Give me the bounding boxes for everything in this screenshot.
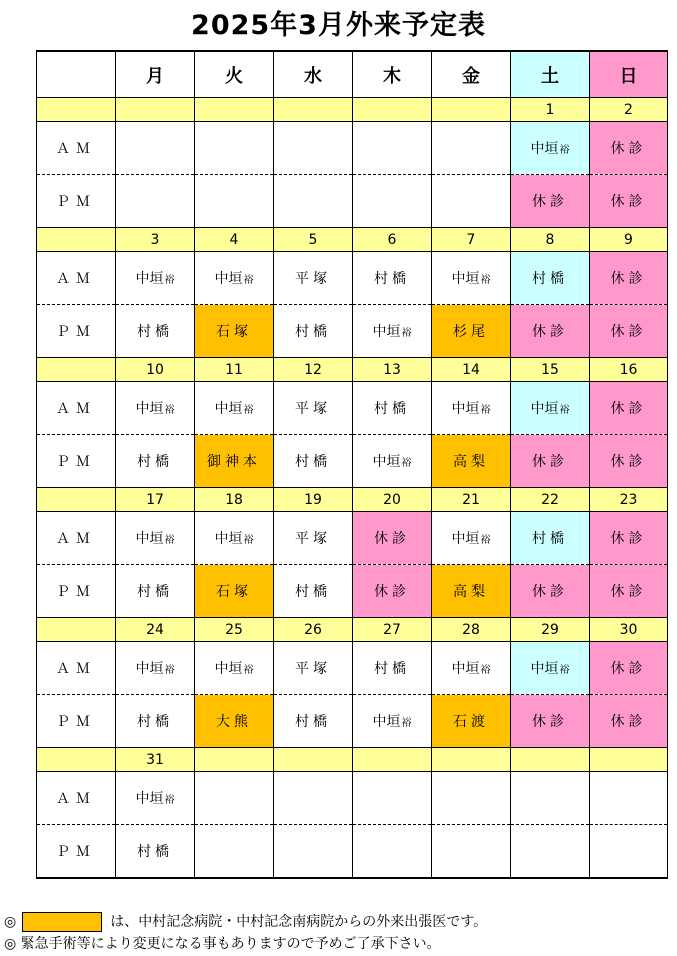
schedule-cell-am-fri: [432, 382, 511, 435]
am-row: [37, 772, 668, 825]
closed-label: 休診: [610, 324, 647, 340]
date-cell-fri: 14: [432, 358, 511, 382]
date-cell-sun: 16: [590, 358, 668, 382]
doctor-name: 村橋: [295, 454, 331, 470]
doctor-name: 石塚: [216, 584, 252, 600]
doctor-name: 石塚: [216, 324, 252, 340]
doctor-name: 中垣裕: [214, 531, 254, 547]
doctor-name: 平塚: [295, 531, 331, 547]
schedule-cell-pm-sat: [511, 565, 590, 618]
note-mark: ◎: [4, 936, 17, 952]
am-row: [37, 252, 668, 305]
date-cell-sat: 29: [511, 618, 590, 642]
date-cell-fri: 28: [432, 618, 511, 642]
doctor-name: 中垣裕: [135, 401, 175, 417]
schedule-cell-pm-wed: [274, 175, 353, 228]
date-cell-wed: 12: [274, 358, 353, 382]
date-row: [37, 748, 668, 772]
schedule-cell-pm-sat: [511, 305, 590, 358]
schedule-cell-am-tue: [195, 642, 274, 695]
date-cell-sun: 30: [590, 618, 668, 642]
schedule-table: [36, 50, 668, 879]
closed-label: 休診: [532, 714, 568, 730]
date-cell-tue: 4: [195, 228, 274, 252]
weekday-sat: 土: [511, 51, 590, 98]
closed-label: 休診: [532, 194, 568, 210]
schedule-cell-pm-sun: [590, 565, 668, 618]
am-row: [37, 642, 668, 695]
pm-row: [37, 565, 668, 618]
date-row-label: [37, 228, 116, 252]
schedule-cell-am-fri: [432, 512, 511, 565]
schedule-cell-am-thu: [353, 122, 432, 175]
date-cell-fri: [432, 98, 511, 122]
schedule-cell-pm-thu: [353, 565, 432, 618]
schedule-cell-am-thu: [353, 512, 432, 565]
pm-label: ＰＭ: [37, 695, 116, 748]
doctor-name: 平塚: [295, 401, 331, 417]
schedule-cell-am-tue: [195, 512, 274, 565]
schedule-cell-am-sat: [511, 122, 590, 175]
doctor-name: 村橋: [137, 714, 173, 730]
closed-label: 休診: [610, 661, 647, 677]
date-cell-mon: 24: [116, 618, 195, 642]
date-row-label: [37, 98, 116, 122]
schedule-cell-am-sat: [511, 772, 590, 825]
schedule-cell-am-wed: [274, 252, 353, 305]
date-cell-sun: 9: [590, 228, 668, 252]
closed-label: 休診: [610, 141, 647, 157]
schedule-cell-pm-sat: [511, 175, 590, 228]
schedule-cell-am-wed: [274, 642, 353, 695]
schedule-cell-pm-mon: [116, 565, 195, 618]
schedule-cell-pm-sun: [590, 435, 668, 488]
schedule-cell-pm-thu: [353, 695, 432, 748]
schedule-cell-pm-fri: [432, 565, 511, 618]
schedule-cell-am-tue: [195, 772, 274, 825]
doctor-name: 高梨: [453, 584, 489, 600]
schedule-cell-am-fri: [432, 772, 511, 825]
visiting-doctor-swatch: [22, 912, 102, 932]
am-row: [37, 122, 668, 175]
schedule-cell-am-fri: [432, 252, 511, 305]
date-cell-sun: [590, 748, 668, 772]
am-row: [37, 512, 668, 565]
date-row-label: [37, 748, 116, 772]
schedule-cell-pm-wed: [274, 305, 353, 358]
schedule-cell-am-sun: [590, 512, 668, 565]
doctor-name: 村橋: [295, 584, 331, 600]
schedule-cell-pm-mon: [116, 825, 195, 879]
doctor-name: 中垣裕: [530, 661, 570, 677]
doctor-name: 高梨: [453, 454, 489, 470]
schedule-cell-am-tue: [195, 122, 274, 175]
schedule-cell-pm-mon: [116, 175, 195, 228]
pm-row: [37, 435, 668, 488]
doctor-name: 村橋: [295, 324, 331, 340]
schedule-cell-pm-thu: [353, 175, 432, 228]
date-row-label: [37, 488, 116, 512]
schedule-cell-am-wed: [274, 512, 353, 565]
schedule-cell-am-sat: [511, 642, 590, 695]
date-cell-mon: 17: [116, 488, 195, 512]
closed-label: 休診: [610, 531, 647, 547]
date-cell-sun: 23: [590, 488, 668, 512]
note-change-text: 緊急手術等により変更になる事もありますので予めご了承下さい。: [20, 936, 441, 952]
page-title: 2025年3月外来予定表: [191, 10, 486, 41]
schedule-cell-pm-wed: [274, 825, 353, 879]
am-label: ＡＭ: [37, 252, 116, 305]
schedule-cell-pm-sat: [511, 695, 590, 748]
schedule-cell-pm-sun: [590, 175, 668, 228]
schedule-cell-am-tue: [195, 252, 274, 305]
doctor-name: 石渡: [453, 714, 489, 730]
date-cell-mon: 3: [116, 228, 195, 252]
doctor-name: 中垣裕: [372, 324, 412, 340]
schedule-cell-am-fri: [432, 122, 511, 175]
schedule-cell-am-fri: [432, 642, 511, 695]
date-cell-wed: 26: [274, 618, 353, 642]
schedule-cell-pm-fri: [432, 825, 511, 879]
weekday-fri: 金: [432, 51, 511, 98]
schedule-cell-pm-sun: [590, 825, 668, 879]
doctor-name: 村橋: [374, 401, 410, 417]
am-label: ＡＭ: [37, 512, 116, 565]
schedule-cell-pm-thu: [353, 305, 432, 358]
weekday-mon: 月: [116, 51, 195, 98]
schedule-cell-am-sun: [590, 382, 668, 435]
date-cell-mon: 10: [116, 358, 195, 382]
closed-label: 休診: [610, 271, 647, 287]
doctor-name: 村橋: [374, 661, 410, 677]
doctor-name: 中垣裕: [530, 141, 570, 157]
note-schedule-change: [4, 934, 441, 954]
schedule-cell-pm-mon: [116, 305, 195, 358]
schedule-cell-am-mon: [116, 122, 195, 175]
doctor-name: 中垣裕: [451, 401, 491, 417]
date-row: [37, 228, 668, 252]
am-row: [37, 382, 668, 435]
date-cell-wed: [274, 748, 353, 772]
closed-label: 休診: [374, 584, 410, 600]
closed-label: 休診: [532, 584, 568, 600]
corner-cell: [37, 51, 116, 98]
pm-label: ＰＭ: [37, 305, 116, 358]
weekday-header-row: [37, 51, 668, 98]
closed-label: 休診: [610, 454, 647, 470]
schedule-cell-am-mon: [116, 252, 195, 305]
pm-label: ＰＭ: [37, 175, 116, 228]
weekday-wed: 水: [274, 51, 353, 98]
schedule-cell-pm-tue: [195, 175, 274, 228]
schedule-cell-am-sat: [511, 512, 590, 565]
weekday-thu: 木: [353, 51, 432, 98]
doctor-name: 村橋: [295, 714, 331, 730]
schedule-cell-am-mon: [116, 382, 195, 435]
doctor-name: 中垣裕: [214, 661, 254, 677]
date-cell-tue: 25: [195, 618, 274, 642]
doctor-name: 中垣裕: [135, 791, 175, 807]
closed-label: 休診: [532, 454, 568, 470]
schedule-cell-am-wed: [274, 772, 353, 825]
date-cell-tue: [195, 748, 274, 772]
date-cell-fri: 21: [432, 488, 511, 512]
doctor-name: 中垣裕: [451, 531, 491, 547]
doctor-name: 中垣裕: [135, 531, 175, 547]
weekday-sun: 日: [590, 51, 668, 98]
schedule-cell-pm-wed: [274, 695, 353, 748]
schedule-cell-pm-fri: [432, 435, 511, 488]
date-row: [37, 618, 668, 642]
date-cell-sat: 1: [511, 98, 590, 122]
closed-label: 休診: [610, 584, 647, 600]
doctor-name: 村橋: [374, 271, 410, 287]
schedule-cell-pm-thu: [353, 825, 432, 879]
doctor-name: 杉尾: [453, 324, 489, 340]
doctor-name: 中垣裕: [135, 661, 175, 677]
doctor-name: 中垣裕: [372, 714, 412, 730]
am-label: ＡＭ: [37, 382, 116, 435]
schedule-cell-pm-wed: [274, 565, 353, 618]
schedule-cell-am-thu: [353, 382, 432, 435]
date-cell-tue: 18: [195, 488, 274, 512]
doctor-name: 村橋: [137, 584, 173, 600]
date-cell-wed: 5: [274, 228, 353, 252]
pm-row: [37, 305, 668, 358]
doctor-name: 中垣裕: [214, 271, 254, 287]
schedule-cell-pm-fri: [432, 305, 511, 358]
date-cell-thu: 6: [353, 228, 432, 252]
date-cell-tue: [195, 98, 274, 122]
schedule-cell-pm-tue: [195, 305, 274, 358]
pm-label: ＰＭ: [37, 825, 116, 879]
date-cell-wed: [274, 98, 353, 122]
date-cell-mon: [116, 98, 195, 122]
schedule-cell-pm-tue: [195, 435, 274, 488]
date-cell-thu: 13: [353, 358, 432, 382]
date-row: [37, 488, 668, 512]
pm-row: [37, 695, 668, 748]
date-row-label: [37, 358, 116, 382]
schedule-cell-pm-fri: [432, 175, 511, 228]
date-cell-thu: 27: [353, 618, 432, 642]
doctor-name: 中垣裕: [214, 401, 254, 417]
date-cell-thu: [353, 748, 432, 772]
closed-label: 休診: [610, 401, 647, 417]
doctor-name: 平塚: [295, 661, 331, 677]
note-mark: ◎: [4, 914, 17, 930]
date-cell-thu: [353, 98, 432, 122]
am-label: ＡＭ: [37, 642, 116, 695]
pm-row: [37, 175, 668, 228]
doctor-name: 中垣裕: [451, 271, 491, 287]
schedule-cell-pm-sat: [511, 435, 590, 488]
schedule-cell-pm-thu: [353, 435, 432, 488]
date-cell-sat: 22: [511, 488, 590, 512]
schedule-cell-am-mon: [116, 642, 195, 695]
schedule-cell-pm-tue: [195, 565, 274, 618]
date-cell-sat: 15: [511, 358, 590, 382]
schedule-cell-pm-tue: [195, 825, 274, 879]
schedule-cell-am-sat: [511, 382, 590, 435]
note-visiting-doctor: [4, 912, 487, 932]
schedule-cell-pm-tue: [195, 695, 274, 748]
schedule-cell-pm-mon: [116, 435, 195, 488]
schedule-cell-am-wed: [274, 122, 353, 175]
pm-label: ＰＭ: [37, 435, 116, 488]
schedule-cell-am-thu: [353, 252, 432, 305]
doctor-name: 大熊: [216, 714, 252, 730]
schedule-cell-pm-mon: [116, 695, 195, 748]
date-row: [37, 98, 668, 122]
doctor-name: 中垣裕: [530, 401, 570, 417]
date-row-label: [37, 618, 116, 642]
schedule-cell-pm-fri: [432, 695, 511, 748]
doctor-name: 中垣裕: [372, 454, 412, 470]
schedule-cell-am-sun: [590, 122, 668, 175]
doctor-name: 中垣裕: [451, 661, 491, 677]
am-label: ＡＭ: [37, 122, 116, 175]
schedule-cell-am-thu: [353, 642, 432, 695]
schedule-cell-am-tue: [195, 382, 274, 435]
closed-label: 休診: [610, 194, 647, 210]
date-row: [37, 358, 668, 382]
doctor-name: 村橋: [137, 454, 173, 470]
doctor-name: 御神本: [207, 454, 261, 470]
schedule-cell-am-mon: [116, 512, 195, 565]
doctor-name: 村橋: [532, 531, 568, 547]
schedule-cell-am-sun: [590, 772, 668, 825]
schedule-cell-pm-sun: [590, 305, 668, 358]
closed-label: 休診: [374, 531, 410, 547]
schedule-cell-am-sat: [511, 252, 590, 305]
closed-label: 休診: [532, 324, 568, 340]
doctor-name: 平塚: [295, 271, 331, 287]
note-visiting-text: は、中村記念病院・中村記念南病院からの外来出張医です。: [110, 914, 488, 930]
schedule-cell-am-sun: [590, 642, 668, 695]
date-cell-tue: 11: [195, 358, 274, 382]
schedule-cell-am-thu: [353, 772, 432, 825]
doctor-name: 村橋: [137, 844, 173, 860]
doctor-name: 村橋: [137, 324, 173, 340]
weekday-tue: 火: [195, 51, 274, 98]
date-cell-fri: 7: [432, 228, 511, 252]
schedule-cell-pm-sat: [511, 825, 590, 879]
doctor-name: 村橋: [532, 271, 568, 287]
date-cell-sat: 8: [511, 228, 590, 252]
date-cell-wed: 19: [274, 488, 353, 512]
date-cell-sat: [511, 748, 590, 772]
closed-label: 休診: [610, 714, 647, 730]
doctor-name: 中垣裕: [135, 271, 175, 287]
date-cell-thu: 20: [353, 488, 432, 512]
pm-row: [37, 825, 668, 879]
pm-label: ＰＭ: [37, 565, 116, 618]
am-label: ＡＭ: [37, 772, 116, 825]
schedule-cell-am-mon: [116, 772, 195, 825]
schedule-cell-pm-sun: [590, 695, 668, 748]
date-cell-sun: 2: [590, 98, 668, 122]
date-cell-fri: [432, 748, 511, 772]
schedule-cell-pm-wed: [274, 435, 353, 488]
schedule-cell-am-wed: [274, 382, 353, 435]
schedule-cell-am-sun: [590, 252, 668, 305]
date-cell-mon: 31: [116, 748, 195, 772]
